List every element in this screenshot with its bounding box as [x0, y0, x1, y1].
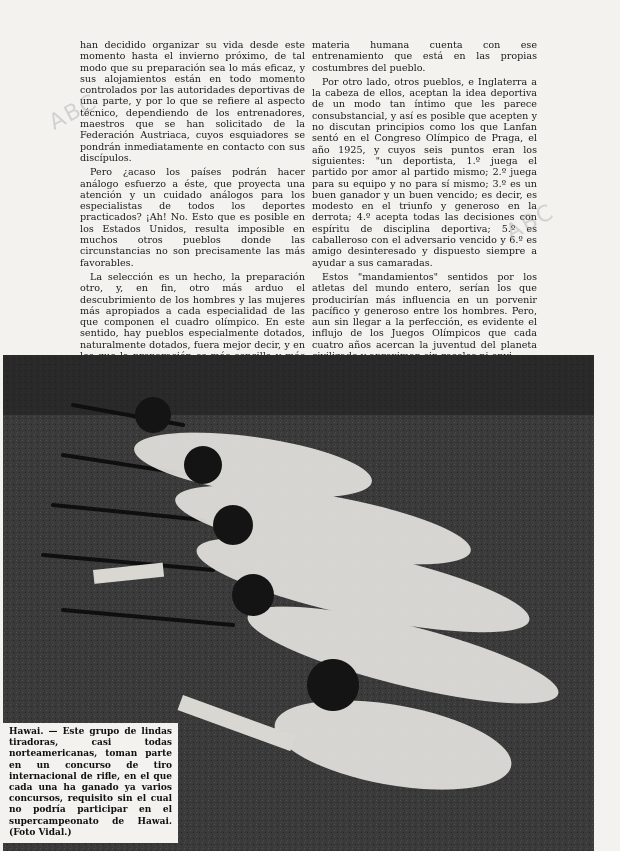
- watermark: ABC: [45, 89, 103, 136]
- paragraph: La selección es un hecho, la preparación otro, y, en fin, otro más arduo el descubrimiento de los hombres y las mujeres más apropiados a cada especialidad de las que componen el cuadro olímpico. En este sentido, hay pueblos especialmente dotados, naturalmente dotados, fuera mejor decir, y en: [80, 271, 305, 351]
- paragraph: Por otro lado, otros pueblos, e Inglaterra a la cabeza de ellos, aceptan la idea deportiva de un modo tan íntimo que les parece consubstancial, y así es posible que acepten y no discutan principios como los que Lanfan sentó en el Congreso Olímpico de Praga, el año 1925, y cuyos seis puntos eran los siguientes: "un deportista, 1.º juega el partido por amor al partido mismo; 2.º juega para su equipo y no para sí mismo; 3.º es un buen ganador y un buen vencido; es decir, es modesto en el triunfo y generoso en la derrota; 4.º acepta todas las decisiones con espíritu de disciplina deportiva; 5.º es caballeroso con el adversario vencido y 6.º es amigo desinteresado y dispuesto siempre a ayudar a sus camaradas.: [312, 76, 537, 269]
- paragraph: Pero ¿acaso los países podrán hacer análogo esfuerzo a éste, que proyecta una atención y un cuidado análogos para los especialistas de todos los deportes practicados? ¡Ah! No. Esto que es posible en los Estados Unidos, resulta imposible en muchos otros pueblos donde las circunstancias no son precisamente las más favorables.: [80, 167, 305, 269]
- paragraph: Estos "mandamientos" sentidos por los atletas del mundo entero, serían los que producirían más influencia en un porvenir pacífico y generoso entre los hombres. Pero, aun sin llegar a la perfección, es evidente el influjo de los Juegos Olímpicos que cada cuatro años acercan la juventud del planeta: [312, 271, 537, 351]
- article-column-right: [312, 40, 537, 352]
- news-photo: [3, 355, 594, 851]
- watermark: ABC: [502, 199, 560, 246]
- paragraph: han decidido organizar su vida desde este momento hasta el invierno próximo, de tal modo que su preparación sea lo más eficaz, y sus alojamientos están en todo momento controlados por las autoridades deportivas de una parte, y por lo que se refiere al aspecto técnico, dependiendo de los entrenadores, maestros que se han solicitado de la Federación Austriaca, cuyos esquiadores se pondrán inmediatamente en contacto con sus discípulos.: [80, 40, 305, 164]
- article-column-left: [80, 40, 305, 350]
- paragraph: materia humana cuenta con ese entrenamiento que está en las propias costumbres del pueblo.: [312, 40, 537, 74]
- photo-caption: Hawai. — Este grupo de lindas tiradoras, casi todas norteamericanas, toman parte en un concurso de tiro internacional de rifle, en el que cada una ha ganado ya varios concursos, requisito sin el cual no podría participar en el supercampeonato de Hawai. (Foto Vidal.): [3, 723, 178, 843]
